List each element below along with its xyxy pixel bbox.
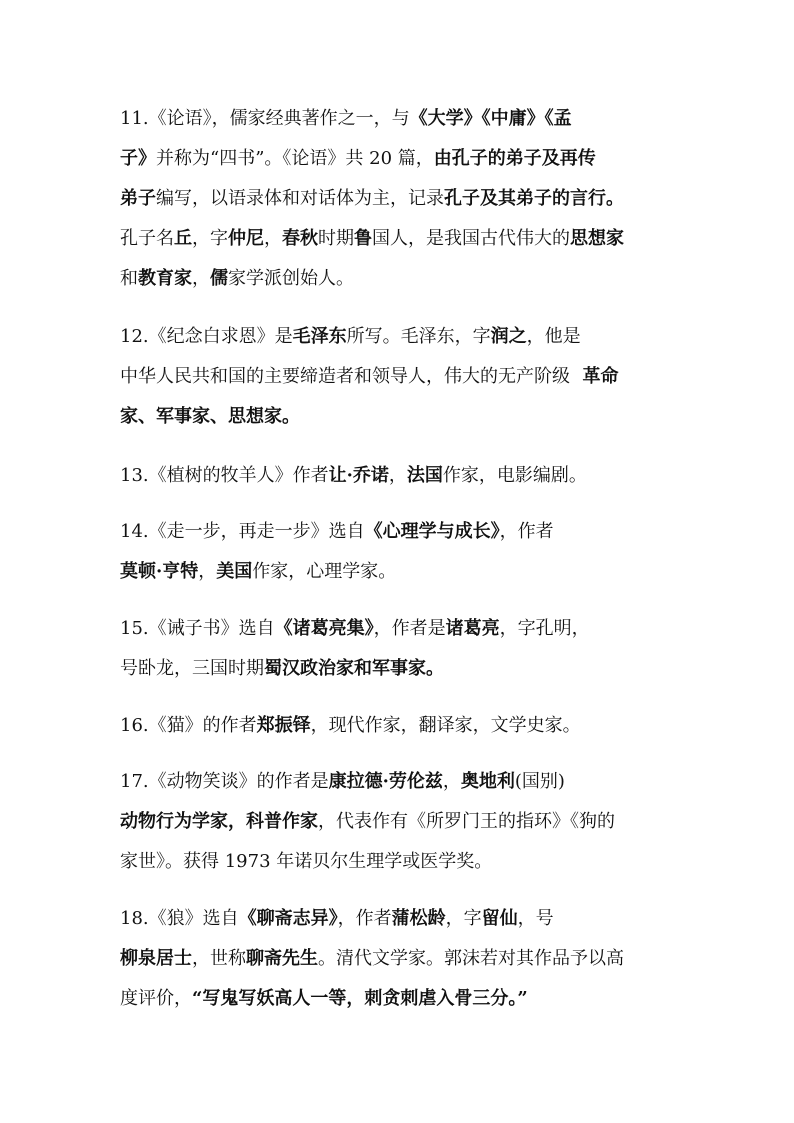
text-run: ，他是 (526, 326, 581, 347)
text-line (120, 108, 572, 130)
text-line (120, 988, 528, 1010)
text-run: 国人，是我国古代伟大的 (372, 228, 570, 249)
text-run: 家世》。获得 1973 年诺贝尔生理学或医学奖。 (120, 851, 493, 872)
text-run-bold: 润之 (490, 326, 527, 347)
text-run: 14.《走一步，再走一步》选自 (120, 521, 365, 542)
text-line (120, 771, 565, 793)
text-run: ，字 (192, 228, 228, 249)
text-run: (国别) (514, 771, 565, 792)
text-run-bold: 蜀汉政治家和军事家。 (264, 658, 444, 679)
text-run: 并称为“四书”。《论语》共 20 篇， (156, 148, 434, 169)
text-run-bold: 家、军事家、思想家。 (120, 406, 300, 427)
text-run: 12.《纪念白求恩》是 (120, 326, 293, 347)
text-run: ，世称 (192, 948, 246, 969)
text-run: 家学派创始人。 (228, 268, 354, 289)
text-run: 作家，心理学家。 (252, 561, 397, 582)
text-run: 中华人民共和国的主要缔造者和领导人，伟大的无产阶级 (120, 366, 570, 387)
text-run: 号卧龙，三国时期 (120, 658, 264, 679)
text-run: 11.《论语》，儒家经典著作之一，与 (120, 108, 410, 129)
text-line (120, 188, 624, 210)
text-line (120, 658, 444, 680)
text-run: 作家，电影编剧。 (442, 465, 587, 486)
text-run: 15.《诫子书》选自 (120, 618, 275, 639)
text-line (120, 618, 590, 640)
text-run: ，作者是 (373, 618, 446, 639)
text-run: ， (264, 228, 282, 249)
text-run: ， (442, 771, 461, 792)
text-run-bold: 教育家 (138, 268, 192, 289)
text-line (120, 561, 396, 583)
text-run-bold: 《心理学与成长》 (364, 521, 500, 542)
text-run: 度评价， (120, 988, 192, 1009)
text-line (120, 268, 354, 290)
text-run-bold: 让·乔诺 (328, 465, 389, 486)
text-line (120, 851, 492, 873)
text-run-bold: 由孔子的弟子及再传 (433, 148, 596, 169)
text-run: ，作者 (337, 908, 392, 929)
text-run-bold: 《诸葛亮集》 (274, 618, 374, 639)
text-run-bold: 法国 (406, 465, 443, 486)
text-run-bold: 毛泽东 (292, 326, 347, 347)
text-run: ，作者 (499, 521, 554, 542)
text-run-bold: 思想家 (570, 228, 624, 249)
text-run-bold: 莫顿·亨特 (120, 561, 199, 582)
text-run-bold: 孔子及其弟子的言行。 (444, 188, 624, 209)
text-line (120, 715, 581, 737)
text-run-bold: 丘 (174, 228, 192, 249)
text-run: ，号 (517, 908, 554, 929)
text-line (120, 228, 624, 250)
text-run: 16.《猫》的作者 (120, 715, 257, 736)
text-run-bold: 聊斋先生 (246, 948, 318, 969)
text-run: 时期 (318, 228, 354, 249)
text-run: ，字 (445, 908, 482, 929)
text-run-bold: 鲁 (354, 228, 372, 249)
text-run: 18.《狼》选自 (120, 908, 239, 929)
text-run-bold: “写鬼写妖高人一等，刺贪刺虐入骨三分。” (192, 988, 528, 1009)
text-line (120, 366, 619, 388)
text-run-bold: 子》 (120, 148, 156, 169)
text-run: 17.《动物笑谈》的作者是 (120, 771, 329, 792)
text-run: ，字孔明， (499, 618, 590, 639)
text-run: 所写。毛泽东，字 (346, 326, 491, 347)
text-run-bold: 康拉德·劳伦兹 (328, 771, 443, 792)
text-run-bold: 诸葛亮 (445, 618, 500, 639)
text-run: ， (192, 268, 210, 289)
text-run-bold: 柳泉居士 (120, 948, 192, 969)
text-run: ，代表作有《所罗门王的指环》《狗的 (318, 811, 615, 832)
text-run-bold: 蒲松龄 (391, 908, 446, 929)
text-run-bold: 弟子 (120, 188, 156, 209)
text-run-bold: 儒 (210, 268, 228, 289)
text-run-bold: 美国 (216, 561, 253, 582)
text-run: 和 (120, 268, 138, 289)
text-line (120, 406, 300, 428)
text-line (120, 465, 587, 487)
text-run: 13.《植树的牧羊人》作者 (120, 465, 329, 486)
text-run: 编写，以语录体和对话体为主，记录 (156, 188, 444, 209)
text-run-bold: 郑振铎 (256, 715, 311, 736)
text-run-bold: 《聊斋志异》 (238, 908, 338, 929)
text-line (120, 521, 554, 543)
text-line (120, 811, 615, 833)
text-run: 孔子名 (120, 228, 174, 249)
text-line (120, 948, 624, 970)
text-run-bold: 《大学》《中庸》《孟 (409, 108, 572, 129)
text-run-bold: 奥地利 (460, 771, 515, 792)
text-line (120, 326, 581, 348)
text-run: ， (388, 465, 407, 486)
text-line (120, 908, 554, 930)
text-run-bold: 动物行为学家，科普作家 (120, 811, 318, 832)
text-line (120, 148, 596, 170)
text-run-bold: 留仙 (481, 908, 518, 929)
text-run-bold: 春秋 (282, 228, 318, 249)
text-run: ， (198, 561, 217, 582)
text-run-bold: 革命 (570, 366, 619, 387)
text-run: ，现代作家，翻译家，文学史家。 (310, 715, 581, 736)
text-run: 。清代文学家。郭沫若对其作品予以高 (318, 948, 624, 969)
text-run-bold: 仲尼 (228, 228, 264, 249)
